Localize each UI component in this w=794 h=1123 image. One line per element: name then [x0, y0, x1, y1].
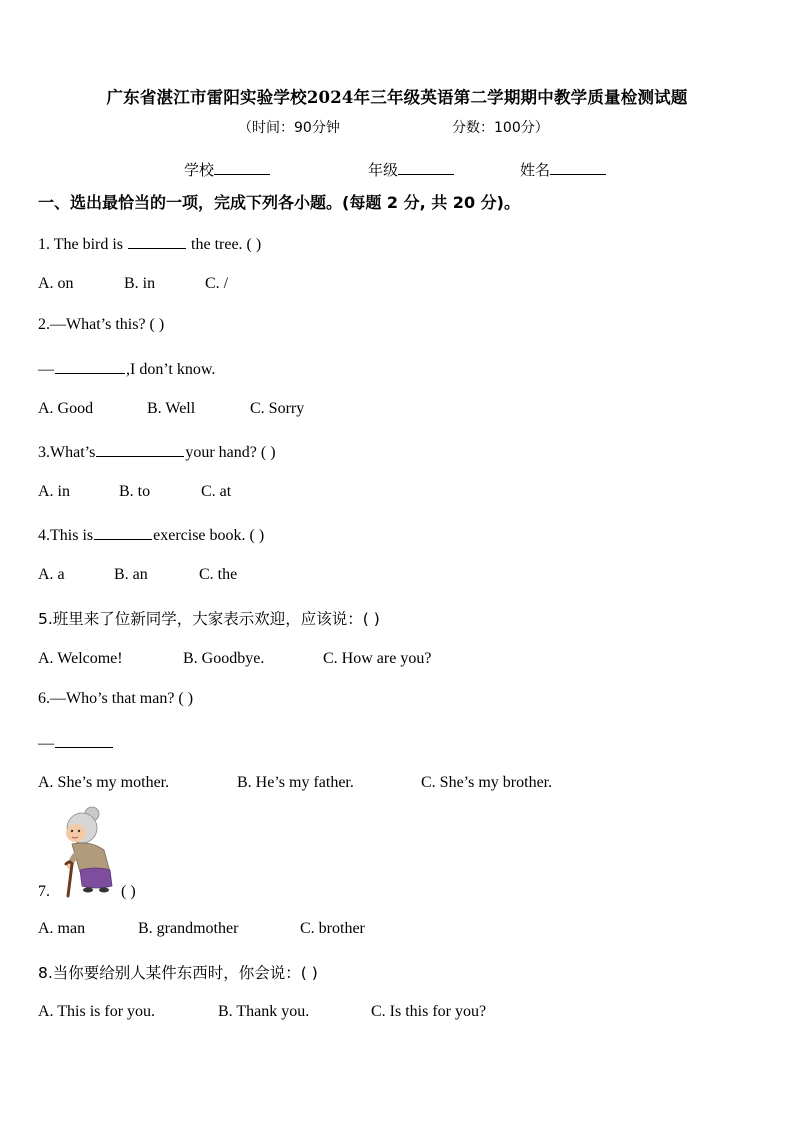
- q5-option-c[interactable]: C. How are you?: [323, 650, 432, 667]
- q6-option-c[interactable]: C. She’s my brother.: [421, 774, 553, 791]
- q3-option-c[interactable]: C. at: [201, 483, 232, 500]
- q1-option-b[interactable]: B. in: [124, 275, 156, 292]
- q5-option-b[interactable]: B. Goodbye.: [183, 650, 265, 667]
- grade-field[interactable]: [368, 159, 454, 180]
- question-4: 4.This is exercise book. ( ): [38, 524, 264, 545]
- q6-option-b[interactable]: B. He’s my father.: [237, 774, 354, 791]
- question-2: 2.—What’s this? ( ): [38, 316, 165, 333]
- q7-option-a[interactable]: A. man: [38, 920, 86, 937]
- answer-blank[interactable]: [128, 233, 186, 249]
- question-6: 6.—Who’s that man? ( ): [38, 690, 194, 707]
- name-field[interactable]: [520, 159, 606, 180]
- question-7: 7.: [38, 883, 50, 900]
- question-6-answer: —: [38, 732, 114, 753]
- q1-option-c[interactable]: C. /: [205, 275, 229, 292]
- section-heading: 一、选出最恰当的一项，完成下列各小题。(每题 2 分, 共 20 分)。: [38, 193, 520, 212]
- q7-option-c[interactable]: C. brother: [300, 920, 365, 937]
- school-field[interactable]: [184, 159, 270, 180]
- grade-blank[interactable]: [398, 160, 454, 175]
- question-3: 3.What’s your hand? ( ): [38, 441, 276, 462]
- q2-option-a[interactable]: A. Good: [38, 400, 94, 417]
- answer-blank[interactable]: [55, 732, 113, 748]
- q1-option-a[interactable]: A. on: [38, 275, 74, 292]
- q6-option-a[interactable]: A. She’s my mother.: [38, 774, 170, 791]
- q3-option-a[interactable]: A. in: [38, 483, 70, 500]
- answer-blank[interactable]: [94, 524, 152, 540]
- exam-score: 分数：100分）: [452, 120, 549, 136]
- q8-option-a[interactable]: A. This is for you.: [38, 1003, 156, 1020]
- school-blank[interactable]: [214, 160, 270, 175]
- q8-option-c[interactable]: C. Is this for you?: [371, 1003, 487, 1020]
- q2-option-c[interactable]: C. Sorry: [250, 400, 305, 417]
- answer-blank[interactable]: [96, 441, 184, 457]
- q2-option-b[interactable]: B. Well: [147, 400, 196, 417]
- exam-title: 广东省湛江市雷阳实验学校2024年三年级英语第二学期期中教学质量检测试题: [106, 88, 688, 107]
- q4-option-c[interactable]: C. the: [199, 566, 238, 583]
- grandmother-illustration: [50, 806, 120, 898]
- q4-option-a[interactable]: A. a: [38, 566, 65, 583]
- q5-option-a[interactable]: A. Welcome!: [38, 650, 123, 667]
- school-label: 学校: [184, 161, 215, 179]
- q3-option-b[interactable]: B. to: [119, 483, 151, 500]
- q4-option-b[interactable]: B. an: [114, 566, 148, 583]
- q8-option-b[interactable]: B. Thank you.: [218, 1003, 310, 1020]
- question-7-paren: ( ): [121, 883, 136, 900]
- name-label: 姓名: [520, 161, 551, 179]
- exam-time: （时间：90分钟: [238, 120, 340, 136]
- question-1: 1. The bird is the tree. ( ): [38, 233, 261, 254]
- grade-label: 年级: [368, 161, 399, 179]
- question-2-answer: — ,I don’t know.: [38, 358, 215, 379]
- question-8: 8.当你要给别人某件东西时，你会说：( ): [38, 964, 318, 982]
- q7-option-b[interactable]: B. grandmother: [138, 920, 239, 937]
- answer-blank[interactable]: [55, 358, 125, 374]
- question-5: 5.班里来了位新同学，大家表示欢迎，应该说：( ): [38, 610, 380, 628]
- name-blank[interactable]: [550, 160, 606, 175]
